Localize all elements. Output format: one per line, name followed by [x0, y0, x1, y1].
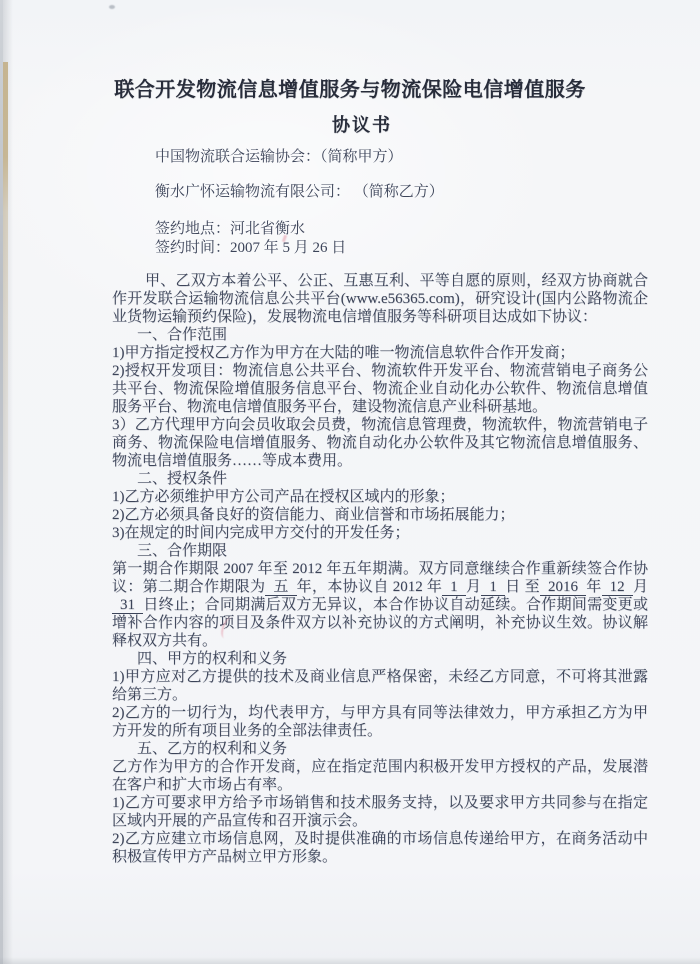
document-title-line1: 联合开发物流信息增值服务与物流保险电信增值服务	[114, 79, 586, 101]
section-2-heading: 二、授权条件	[137, 471, 228, 487]
sign-date-line: 签约时间：2007 年 5 月 26 日	[155, 240, 347, 256]
term-text: 第一期合作期限 2007 年至 2012 年五年期满。双方同意继续合作重新续签合作协议：第二期合作期限为	[112, 561, 648, 595]
section-2-item-1: 1)乙方必须维护甲方公司产品在授权区域内的形象；	[112, 489, 455, 505]
section-2-item-3: 3)在规定的时间内完成甲方交付的开发任务；	[112, 525, 410, 541]
term-text: 日终止；合同期满后双方无异议，本合作协议自动延续。合作期间需变更或增补合作内容的项目及条件双方以补充协议的方式阐明，补充协议生效。协议解释权双方共有。	[112, 597, 648, 649]
term-blank-start-day: 1	[481, 579, 505, 596]
section-2-item-2: 2)乙方必须具备良好的资信能力、商业信誉和市场拓展能力；	[112, 507, 515, 523]
section-1-item-2: 2)授权开发项目：物流信息公共平台、物流软件开发平台、物流营销电子商务公共平台、物流保险增值服务信息平台、物流企业自动化办公软件、物流信息增值服务平台、物流电信增值服务平台，建设物流信息产业科研基地。	[112, 363, 648, 415]
agreement-body	[112, 272, 648, 866]
scan-artifact-speck	[109, 5, 115, 9]
term-text: 月	[465, 579, 482, 595]
section-3-heading: 三、合作期限	[137, 543, 228, 559]
term-text: 年	[585, 579, 602, 595]
section-1-heading: 一、合作范围	[137, 327, 228, 343]
section-4-item-1: 1)甲方应对乙方提供的技术及商业信息严格保密，未经乙方同意，不可将其泄露给第三方。	[112, 669, 648, 703]
term-blank-years: 五	[265, 579, 296, 596]
section-4-heading: 四、甲方的权利和义务	[137, 651, 288, 667]
section-4-item-2: 2)乙方的一切行为，均代表甲方，与甲方具有同等法律效力，甲方承担乙方为甲方开发的所有项目业务的全部法律责任。	[112, 705, 648, 739]
party-b-line: 衡水广怀运输物流有限公司： （简称乙方）	[155, 184, 444, 200]
term-blank-start-month: 1	[442, 579, 466, 596]
term-blank-end-month: 12	[602, 579, 633, 596]
term-blank-end-year: 2016	[540, 579, 586, 596]
section-5-item-2: 2)乙方应建立市场信息网，及时提供准确的市场信息传递给甲方，在商务活动中积极宣传甲方产品树立甲方形象。	[112, 831, 648, 865]
section-5-item-1: 1)乙方可要求甲方给予市场销售和技术服务支持，以及要求甲方共同参与在指定区域内开展的产品宣传和召开演示会。	[112, 795, 648, 829]
scan-edge-tan-strip	[3, 62, 8, 582]
document-title-line2: 协议书	[332, 115, 392, 135]
party-a-line: 中国物流联合运输协会：（简称甲方）	[155, 149, 403, 165]
intro-paragraph: 甲、乙双方本着公平、公正、互惠互利、平等自愿的原则，经双方协商就合作开发联合运输物流信息公共平台(www.e56365.com)，研究设计(国内公路物流企业货物运输预约保险)，发展物流电信增值服务等科研项目达成如下协议：	[112, 273, 648, 325]
scan-edge-bottom	[0, 957, 700, 964]
agreement-meta	[155, 148, 700, 258]
term-text: 日 至	[504, 579, 540, 595]
term-text: 月	[632, 579, 648, 595]
section-5-heading: 五、乙方的权利和义务	[137, 741, 288, 757]
section-5-lead: 乙方作为甲方的合作开发商，应在指定范围内积极开发甲方授权的产品，发展潜在客户和扩大市场占有率。	[112, 759, 648, 793]
section-3-term-paragraph	[112, 560, 648, 650]
term-text: 年，本协议自 2012 年	[296, 579, 443, 595]
term-blank-end-day: 31	[112, 597, 143, 614]
sign-place-line: 签约地点：河北省衡水	[155, 221, 306, 237]
section-1-item-3: 3）乙方代理甲方向会员收取会员费，物流信息管理费，物流软件，物流营销电子商务、物流保险电信增值服务、物流自动化办公软件及其它物流信息增值服务、物流电信增值服务……等成本费用。	[112, 417, 648, 469]
section-1-item-1: 1)甲方指定授权乙方作为甲方在大陆的唯一物流信息软件合作开发商；	[112, 345, 575, 361]
